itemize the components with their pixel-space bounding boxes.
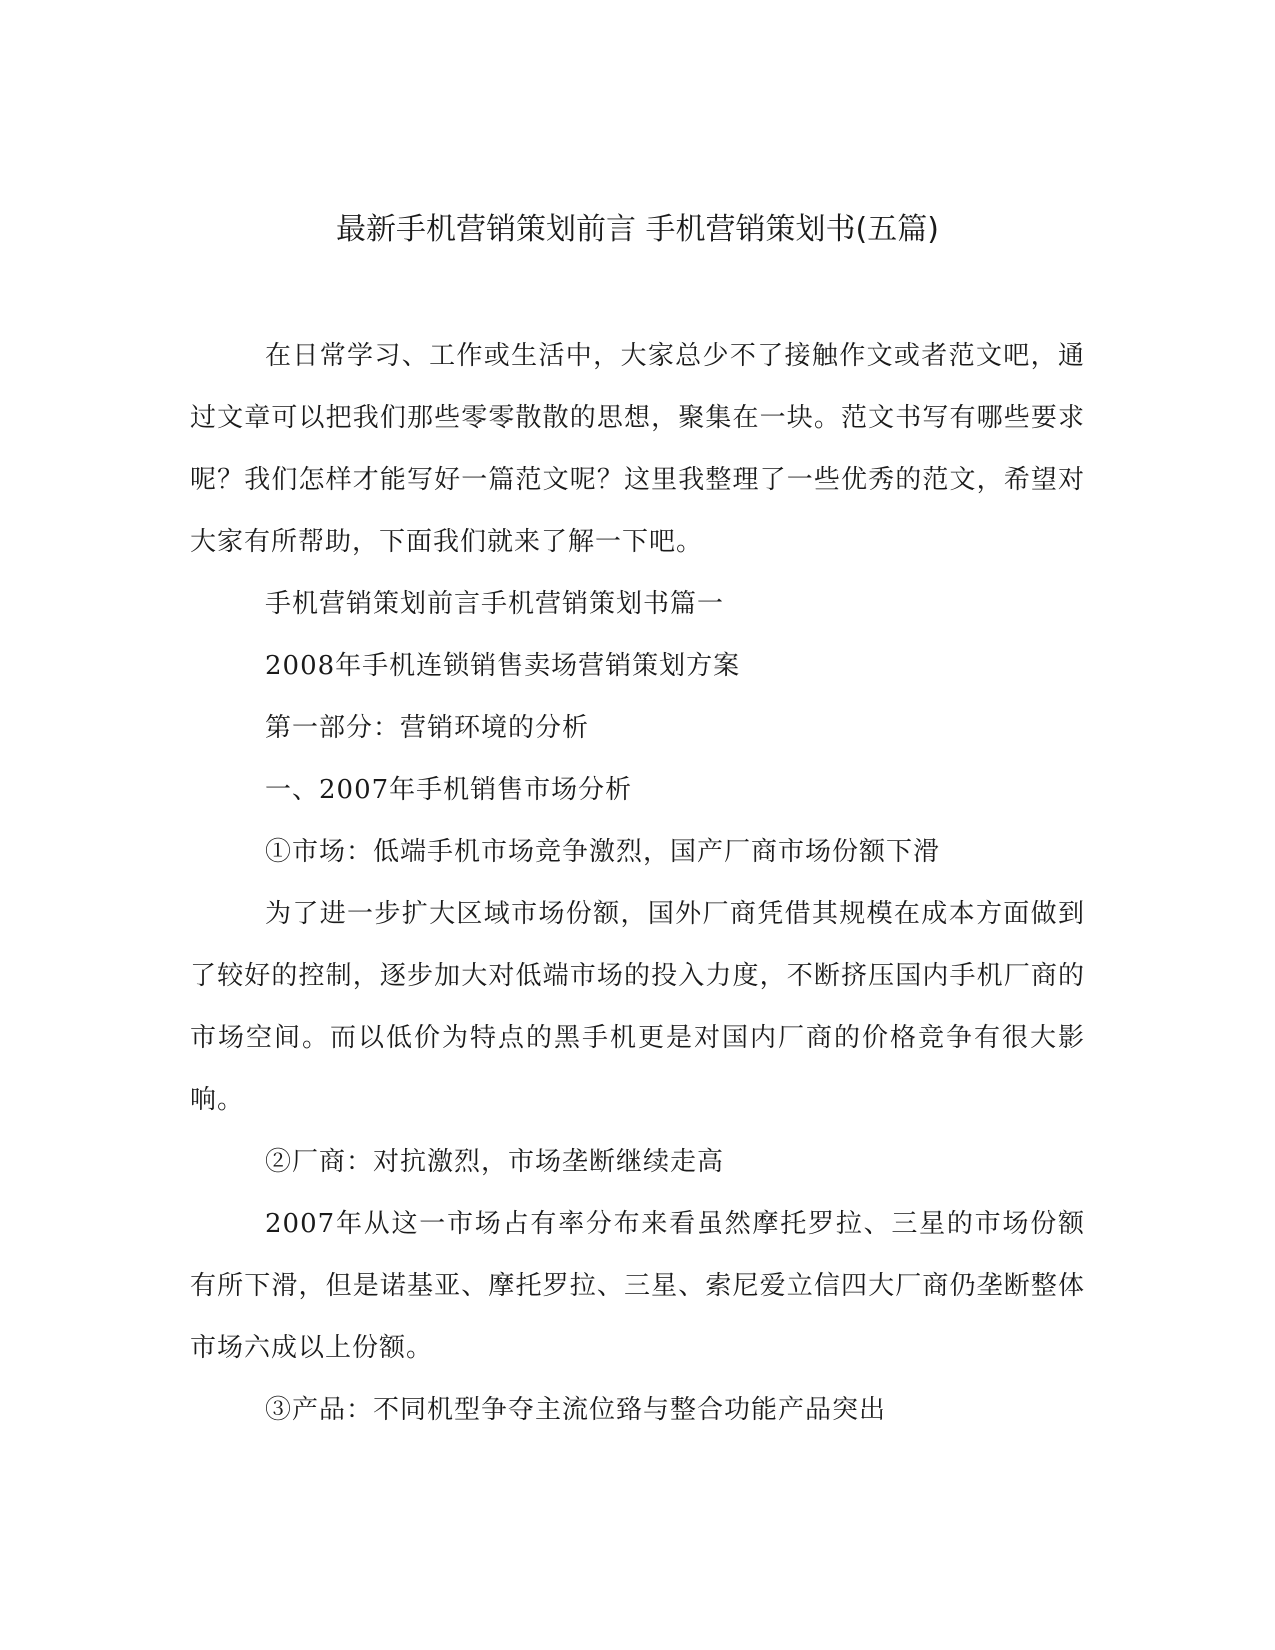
manufacturers-paragraph: 2007年从这一市场占有率分布来看虽然摩托罗拉、三星的市场份额有所下滑，但是诺基亚、摩托罗拉、三星、索尼爱立信四大厂商仍垄断整体市场六成以上份额。 (190, 1209, 1085, 1363)
point-manufacturers: ②厂商：对抗激烈，市场垄断继续走高 (265, 1147, 725, 1177)
subsection-heading: 一、2007年手机销售市场分析 (265, 775, 633, 805)
document-body (190, 325, 1085, 1441)
point-market: ①市场：低端手机市场竞争激烈，国产厂商市场份额下滑 (265, 837, 941, 867)
plan-title: 2008年手机连锁销售卖场营销策划方案 (265, 651, 741, 681)
part-heading: 第一部分：营销环境的分析 (265, 713, 590, 743)
section-heading-part-one: 手机营销策划前言手机营销策划书篇一 (265, 589, 725, 619)
point-products: ③产品：不同机型争夺主流位臵与整合功能产品突出 (265, 1395, 887, 1425)
document-title: 最新手机营销策划前言 手机营销策划书(五篇) (336, 212, 939, 247)
market-paragraph: 为了进一步扩大区域市场份额，国外厂商凭借其规模在成本方面做到了较好的控制，逐步加大对低端市场的投入力度，不断挤压国内手机厂商的市场空间。而以低价为特点的黑手机更是对国内厂商的价格竞争有很大影响。 (190, 899, 1085, 1115)
intro-paragraph: 在日常学习、工作或生活中，大家总少不了接触作文或者范文吧，通过文章可以把我们那些零零散散的思想，聚集在一块。范文书写有哪些要求呢？我们怎样才能写好一篇范文呢？这里我整理了一些优秀的范文，希望对大家有所帮助，下面我们就来了解一下吧。 (190, 341, 1085, 557)
